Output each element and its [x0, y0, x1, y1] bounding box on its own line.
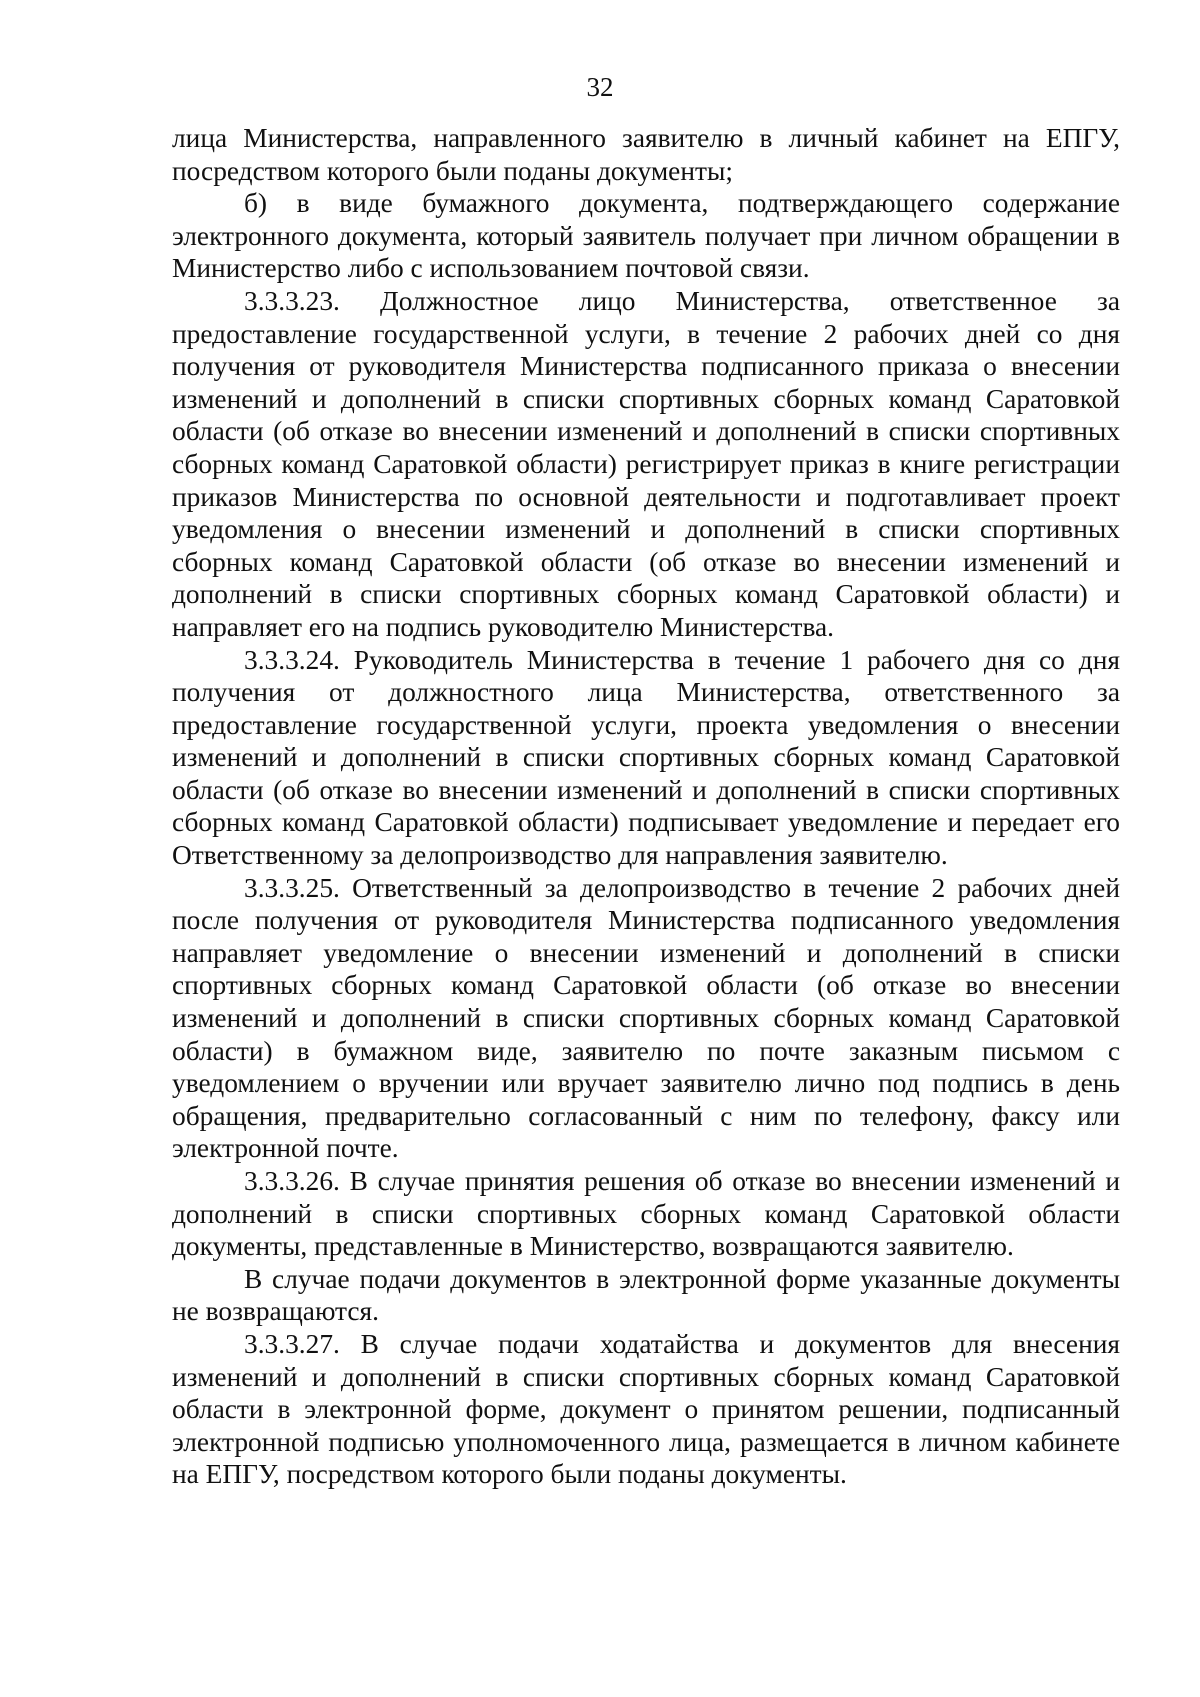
paragraph-3-3-3-26: 3.3.3.26. В случае принятия решения об отказе во внесении изменений и дополнений в списки спортивных сборных команд Саратовкой области документы, представленные в Министерство, возвращаются заявителю. [172, 1166, 1120, 1262]
paragraph-item-b: б) в виде бумажного документа, подтверждающего содержание электронного документа, который заявитель получает при личном обращении в Министерство либо с использованием почтовой связи. [172, 188, 1120, 284]
paragraph-continuation: лица Министерства, направленного заявителю в личный кабинет на ЕПГУ, посредством которого были поданы документы; [172, 123, 1120, 186]
paragraph-3-3-3-24: 3.3.3.24. Руководитель Министерства в течение 1 рабочего дня со дня получения от должностного лица Министерства, ответственного за предоставление государственной услуги, проекта уведомления о внесении изменений и дополнений в списки спортивных сборных команд Саратовкой области (об отказе во внесении изменений и дополнений в списки спортивных сборных команд Саратовкой области) подписывает уведомление и передает его Ответственному за делопроизводство для направления заявителю. [172, 644, 1120, 871]
paragraph-3-3-3-25: 3.3.3.25. Ответственный за делопроизводство в течение 2 рабочих дней после получения от руководителя Министерства подписанного уведомления направляет уведомление о внесении изменений и дополнений в списки спортивных сборных команд Саратовкой области (об отказе во внесении изменений и дополнений в списки спортивных сборных команд Саратовкой области) в бумажном виде, заявителю по почте заказным письмом с уведомлением о вручении или вручает заявителю лично под подпись в день обращения, предварительно согласованный с ним по телефону, факсу или электронной почте. [172, 872, 1120, 1164]
paragraph-3-3-3-27: 3.3.3.27. В случае подачи ходатайства и документов для внесения изменений и дополнений в списки спортивных сборных команд Саратовкой области в электронной форме, документ о принятом решении, подписанный электронной подписью уполномоченного лица, размещается в личном кабинете на ЕПГУ, посредством которого были поданы документы. [172, 1328, 1120, 1490]
paragraph-electronic-form-note: В случае подачи документов в электронной форме указанные документы не возвращаются. [172, 1263, 1120, 1327]
paragraph-3-3-3-23: 3.3.3.23. Должностное лицо Министерства, ответственное за предоставление государственной услуги, в течение 2 рабочих дней со дня получения от руководителя Министерства подписанного приказа о внесении изменений и дополнений в списки спортивных сборных команд Саратовкой области (об отказе во внесении изменений и дополнений в списки спортивных сборных команд Саратовкой области) регистрирует приказ в книге регистрации приказов Министерства по основной деятельности и подготавливает проект уведомления о внесении изменений и дополнений в списки спортивных сборных команд Саратовкой области (об отказе во внесении изменений и дополнений в списки спортивных сборных команд Саратовкой области) и направляет его на подпись руководителю Министерства. [172, 285, 1120, 642]
page-number: 32 [586, 72, 614, 102]
document-body [172, 122, 1120, 1491]
